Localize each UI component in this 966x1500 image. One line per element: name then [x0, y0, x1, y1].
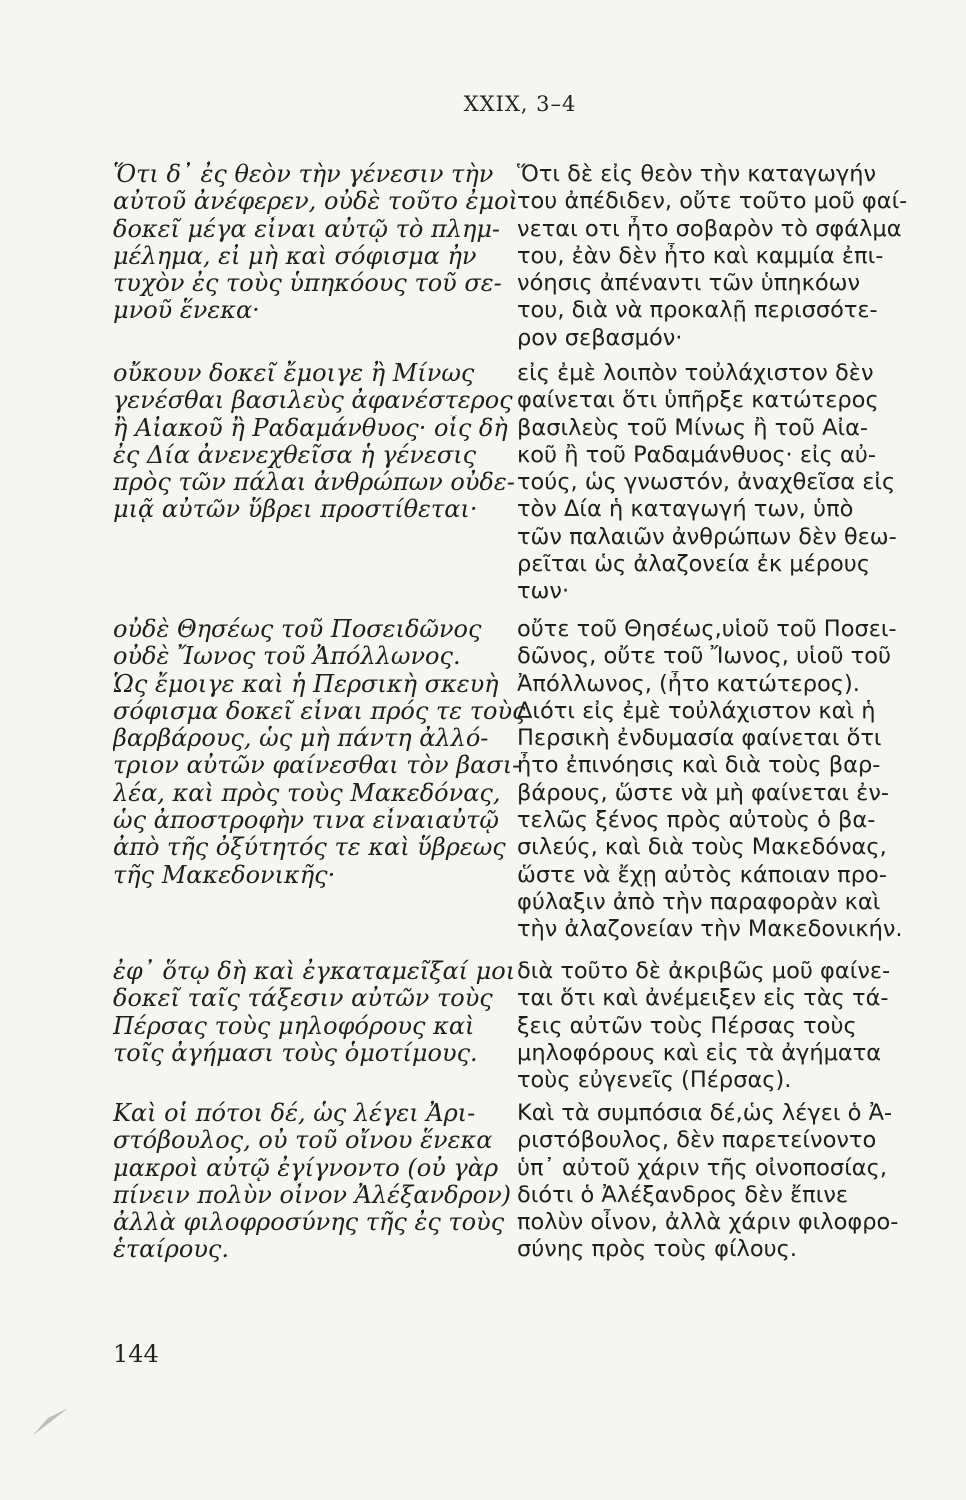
- text-line: του, ἐὰν δὲν ἦτο καὶ καμμία ἐπι-: [517, 242, 884, 269]
- text-line: Περσικὴ ἐνδυμασία φαίνεται ὅτι: [517, 725, 882, 752]
- text-line: οὐδὲ Ἴωνος τοῦ Ἀπόλλωνος.: [113, 643, 461, 671]
- text-line: ρεῖται ὡς ἀλαζονεία ἐκ μέρους: [517, 551, 871, 578]
- text-line: τοῖς ἀγήμασι τοὺς ὁμοτίμους.: [113, 1039, 478, 1067]
- text-line: τοὺς εὐγενεῖς (Πέρσας).: [517, 1067, 792, 1094]
- text-line: μακροὶ αὐτῷ ἐγίγνοντο (οὐ γὰρ: [113, 1154, 499, 1182]
- right-paragraph: [517, 360, 897, 606]
- text-line: ἀλλὰ φιλοφροσύνης τῆς ἐς τοὺς: [113, 1209, 505, 1237]
- page-number: 144: [113, 1340, 159, 1368]
- text-line: μηλοφόρους καὶ εἰς τὰ ἀγήματα: [517, 1039, 882, 1066]
- text-line: ται ὅτι καὶ ἀνέμειξεν εἰς τὰς τά-: [517, 985, 889, 1012]
- left-paragraph: [113, 360, 515, 524]
- right-paragraph: [517, 958, 890, 1094]
- left-paragraph: [113, 1100, 511, 1264]
- running-header: XXIX, 3–4: [463, 92, 577, 116]
- text-line: πίνειν πολὺν οἶνον Ἀλέξανδρον): [113, 1181, 512, 1209]
- text-line: βάρους, ὥστε νὰ μὴ φαίνεται ἐν-: [517, 779, 890, 806]
- left-paragraph: [113, 161, 518, 325]
- text-line: τὸν Δία ἡ καταγωγή των, ὑπὸ: [517, 496, 854, 523]
- text-line: κοῦ ἢ τοῦ Ραδαμάνθυος· εἰς αὐ-: [517, 441, 876, 468]
- text-line: δῶνος, οὔτε τοῦ Ἴωνος, υἱοῦ τοῦ: [517, 643, 891, 670]
- text-line: Διότι εἰς ἐμὲ τοὐλάχιστον καὶ ἡ: [517, 697, 876, 724]
- text-line: πρὸς τῶν πάλαι ἀνθρώπων οὐδε-: [113, 469, 515, 497]
- text-line: οὐδὲ Θησέως τοῦ Ποσειδῶνος: [113, 616, 482, 643]
- ink-smudge-mark: [28, 1390, 78, 1440]
- left-paragraph: [113, 958, 515, 1067]
- text-line: ἑταίρους.: [113, 1236, 229, 1264]
- text-line: Ἀπόλλωνος, (ἦτο κατώτερος).: [517, 670, 860, 697]
- text-line: δοκεῖ μέγα εἶναι αὐτῷ τὸ πλημ-: [113, 215, 501, 243]
- text-line: τυχὸν ἐς τοὺς ὑπηκόους τοῦ σε-: [113, 270, 502, 298]
- text-line: ὥστε νὰ ἔχῃ αὐτὸς κάποιαν προ-: [517, 861, 887, 888]
- text-line: τῶν παλαιῶν ἀνθρώπων δὲν θεω-: [517, 523, 897, 550]
- text-line: στόβουλος, οὐ τοῦ οἴνου ἕνεκα: [113, 1127, 493, 1155]
- text-line: γενέσθαι βασιλεὺς ἀφανέστερος: [113, 387, 513, 415]
- text-line: σόφισμα δοκεῖ εἶναι πρός τε τοὺς: [113, 697, 526, 725]
- text-line: βαρβάρους, ὡς μὴ πάντη ἀλλό-: [113, 725, 489, 753]
- text-line: διότι ὁ Ἀλέξανδρος δὲν ἔπινε: [517, 1181, 849, 1208]
- text-line: οὔκουν δοκεῖ ἔμοιγε ἢ Μίνως: [113, 360, 475, 387]
- text-line: πολὺν οἶνον, ἀλλὰ χάριν φιλοφρο-: [517, 1209, 899, 1236]
- text-line: εἰς ἐμὲ λοιπὸν τοὐλάχιστον δὲν: [517, 360, 874, 386]
- text-line: σύνης πρὸς τοὺς φίλους.: [517, 1236, 798, 1263]
- text-line: μιᾷ αὐτῶν ὕβρει προστίθεται·: [113, 496, 478, 524]
- text-line: νεται οτι ἦτο σοβαρὸν τὸ σφάλμα: [517, 215, 902, 242]
- right-paragraph: [517, 616, 903, 944]
- text-line: τὴν ἀλαζονείαν τὴν Μακεδονικήν.: [517, 916, 903, 943]
- text-line: ὡς ἀποστροφὴν τινα εἶναιαὐτῷ: [113, 807, 499, 835]
- text-line: ἐς Δία ἀνενεχθεῖσα ἡ γένεσις: [113, 441, 477, 469]
- text-line: ἦτο ἐπινόησις καὶ διὰ τοὺς βαρ-: [517, 752, 881, 779]
- text-line: τῆς Μακεδονικῆς·: [113, 861, 336, 889]
- text-line: σιλεύς, καὶ διὰ τοὺς Μακεδόνας,: [517, 834, 887, 861]
- text-line: ἀπὸ τῆς ὀξύτητός τε καὶ ὕβρεως: [113, 834, 506, 862]
- text-line: του, διὰ νὰ προκαλῇ περισσότε-: [517, 297, 878, 324]
- text-line: Πέρσας τοὺς μηλοφόρους καὶ: [113, 1012, 475, 1040]
- left-paragraph: [113, 616, 526, 889]
- text-line: του ἀπέδιδεν, οὔτε τοῦτο μοῦ φαί-: [517, 188, 908, 215]
- text-line: αὐτοῦ ἀνέφερεν, οὐδὲ τοῦτο ἐμοὶ: [113, 188, 518, 216]
- text-line: τούς, ὡς γνωστόν, ἀναχθεῖσα εἰς: [517, 469, 896, 496]
- text-line: ἐφ᾽ ὅτῳ δὴ καὶ ἐγκαταμεῖξαί μοι: [113, 958, 516, 985]
- text-line: τριον αὐτῶν φαίνεσθαι τὸν βασι-: [113, 752, 521, 780]
- text-line: τελῶς ξένος πρὸς αὐτοὺς ὁ βα-: [517, 807, 876, 834]
- text-line: φαίνεται ὅτι ὑπῆρξε κατώτερος: [517, 387, 879, 414]
- text-line: Καὶ οἱ πότοι δέ, ὡς λέγει Ἀρι-: [113, 1100, 476, 1127]
- text-line: των·: [517, 578, 570, 605]
- text-line: λέα, καὶ πρὸς τοὺς Μακεδόνας,: [113, 779, 501, 807]
- text-line: μέλημα, εἰ μὴ καὶ σόφισμα ἦν: [113, 242, 477, 270]
- right-paragraph: [517, 161, 907, 352]
- text-line: Ὡς ἔμοιγε καὶ ἡ Περσικὴ σκευὴ: [113, 670, 499, 698]
- text-line: ξεις αὐτῶν τοὺς Πέρσας τοὺς: [517, 1012, 857, 1039]
- right-paragraph: [517, 1100, 898, 1264]
- text-line: ἢ Αἰακοῦ ἢ Ραδαμάνθυος· οἷς δὴ: [113, 414, 508, 442]
- text-line: Ὅτι δὲ εἰς θεὸν τὴν καταγωγήν: [517, 161, 877, 187]
- text-line: ὑπ᾽ αὐτοῦ χάριν τῆς οἰνοποσίας,: [517, 1154, 887, 1181]
- text-line: νόησις ἀπέναντι τῶν ὑπηκόων: [517, 270, 861, 297]
- text-line: διὰ τοῦτο δὲ ἀκριβῶς μοῦ φαίνε-: [517, 958, 891, 984]
- text-line: οὔτε τοῦ Θησέως,υἱοῦ τοῦ Ποσει-: [517, 616, 897, 642]
- text-line: ριστόβουλος, δὲν παρετείνοντο: [517, 1127, 877, 1154]
- text-line: Καὶ τὰ συμπόσια δέ,ὡς λέγει ὁ Ἀ-: [517, 1100, 893, 1126]
- text-line: δοκεῖ ταῖς τάξεσιν αὐτῶν τοὺς: [113, 985, 493, 1013]
- text-line: φύλαξιν ἀπὸ τὴν παραφορὰν καὶ: [517, 888, 881, 915]
- text-line: Ὅτι δ᾽ ἐς θεὸν τὴν γένεσιν τὴν: [113, 161, 494, 188]
- text-line: βασιλεὺς τοῦ Μίνως ἢ τοῦ Αἰα-: [517, 414, 869, 441]
- text-line: ρον σεβασμόν·: [517, 324, 683, 351]
- text-line: μνοῦ ἕνεκα·: [113, 297, 260, 325]
